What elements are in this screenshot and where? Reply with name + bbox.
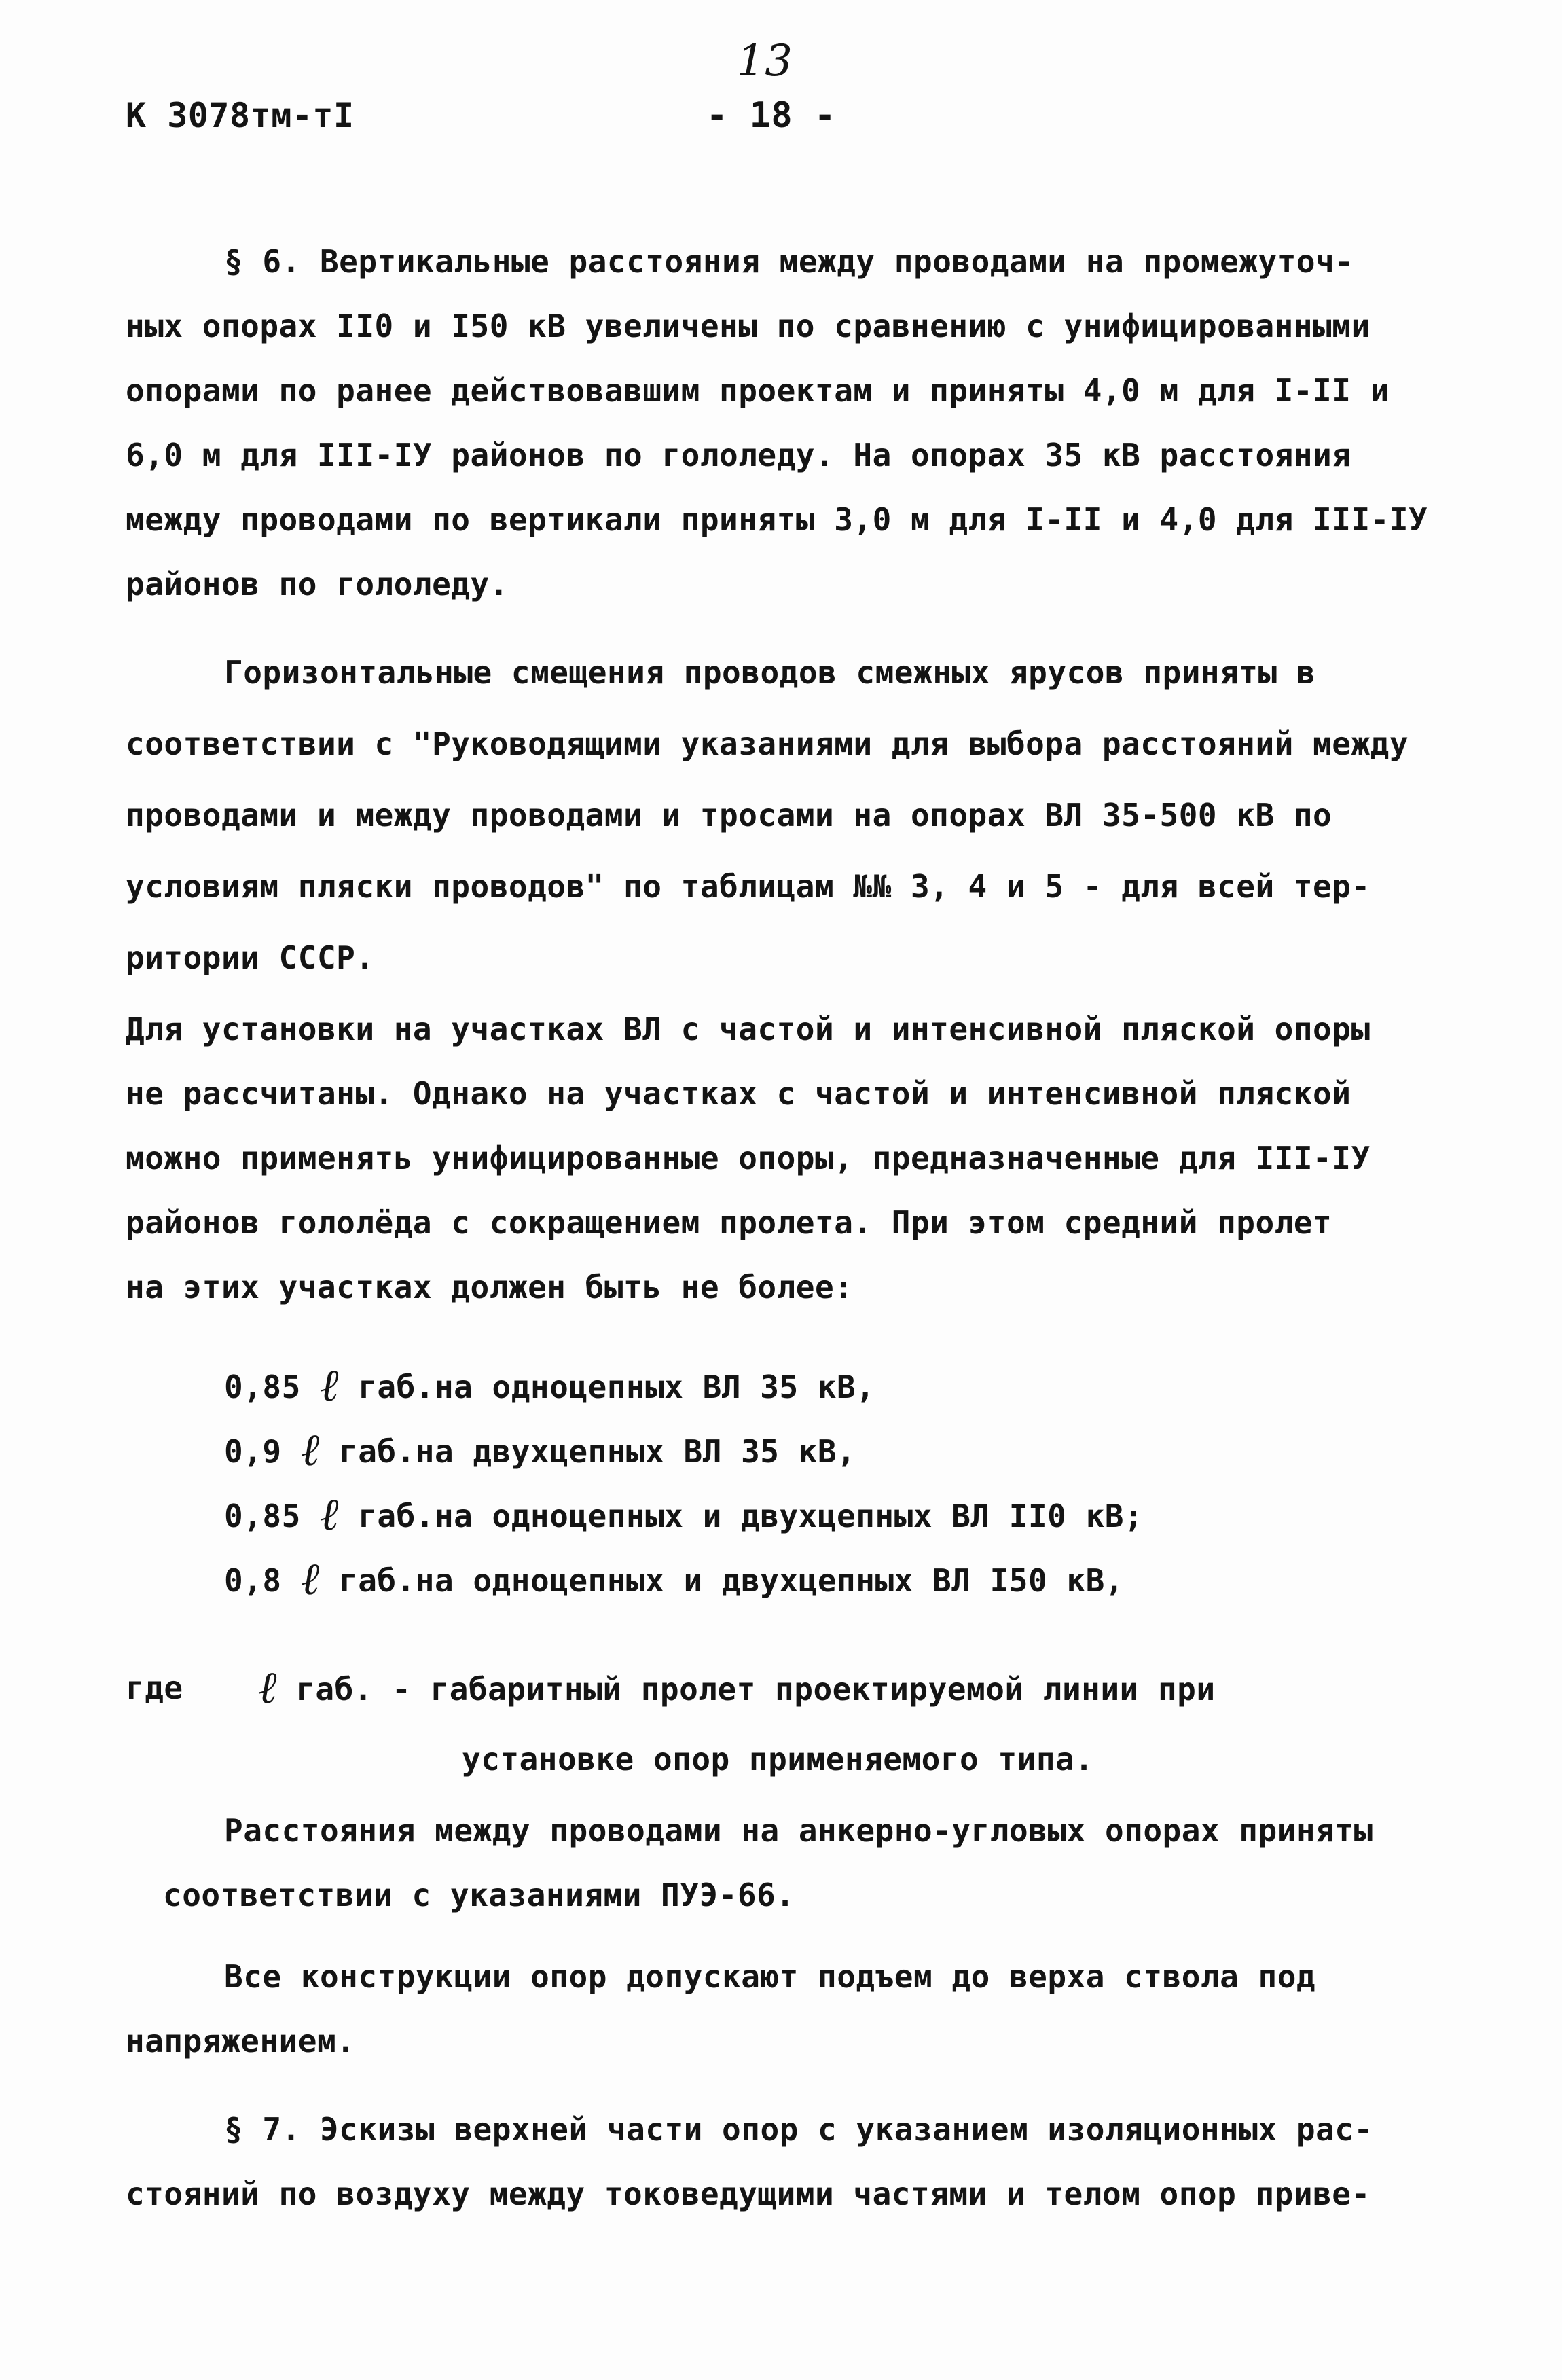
formula-line: [224, 1424, 856, 1476]
formula-text: габ.на одноцепных и двухцепных ВЛ I50 кВ,: [339, 1562, 1124, 1599]
definition-text: габ. - габаритный пролет проектируемой линии при: [296, 1671, 1216, 1708]
formula-line: [224, 1359, 875, 1411]
formula-coefficient: 0,85: [224, 1498, 301, 1534]
text-line: не рассчитаны. Однако на участках с частой и интенсивной пляской: [126, 1075, 1351, 1112]
text-line: соответствии с указаниями ПУЭ-66.: [163, 1877, 795, 1913]
text-line: ритории СССР.: [126, 939, 375, 976]
text-line: между проводами по вертикали приняты 3,0 м для I-II и 4,0 для III-IУ: [126, 501, 1428, 538]
text-line: Расстояния между проводами на анкерно-угловых опорах приняты: [224, 1812, 1373, 1849]
text-line: опорами по ранее действовавшим проектам и приняты 4,0 м для I-II и: [126, 372, 1390, 409]
formula-line: [224, 1553, 1124, 1605]
handwritten-page-number: 13: [737, 36, 793, 86]
definition-continuation: установке опор применяемого типа.: [462, 1741, 1094, 1778]
document-code: К 3078тм-тI: [126, 96, 355, 135]
text-line: § 7. Эскизы верхней части опор с указанием изоляционных рас-: [224, 2111, 1373, 2148]
text-line: ных опорах II0 и I50 кВ увеличены по сравнению с унифицированными: [126, 308, 1370, 344]
ell-symbol: ℓ: [258, 1661, 277, 1714]
text-line: стояний по воздуху между токоведущими частями и телом опор приве-: [126, 2176, 1370, 2212]
text-line: на этих участках должен быть не более:: [126, 1269, 854, 1305]
definition-line: [258, 1661, 1216, 1714]
formula-line: [224, 1488, 1144, 1540]
formula-text: габ.на одноцепных ВЛ 35 кВ,: [358, 1369, 875, 1405]
text-line: соответствии с "Руководящими указаниями для выбора расстояний между: [126, 725, 1409, 762]
text-line: Для установки на участках ВЛ с частой и интенсивной пляской опоры: [126, 1011, 1370, 1047]
formula-coefficient: 0,8: [224, 1562, 282, 1599]
text-line: районов гололёда с сокращением пролета. При этом средний пролет: [126, 1204, 1332, 1241]
ell-symbol: ℓ: [300, 1553, 320, 1605]
ell-symbol: ℓ: [319, 1359, 339, 1411]
page-number: - 18 -: [706, 95, 836, 136]
formula-text: габ.на одноцепных и двухцепных ВЛ II0 кВ;: [358, 1498, 1144, 1534]
text-line: Горизонтальные смещения проводов смежных ярусов приняты в: [224, 654, 1316, 691]
text-line: Все конструкции опор допускают подъем до верха ствола под: [224, 1958, 1316, 1995]
text-line: § 6. Вертикальные расстояния между проводами на промежуточ-: [224, 243, 1354, 280]
text-line: напряжением.: [126, 2023, 356, 2059]
ell-symbol: ℓ: [319, 1488, 339, 1540]
formula-coefficient: 0,9: [224, 1433, 282, 1470]
ell-symbol: ℓ: [300, 1424, 320, 1476]
text-line: условиям пляски проводов" по таблицам №№ 3, 4 и 5 - для всей тер-: [126, 868, 1370, 905]
formula-text: габ.на двухцепных ВЛ 35 кВ,: [339, 1433, 856, 1470]
text-line: можно применять унифицированные опоры, предназначенные для III-IУ: [126, 1140, 1370, 1176]
text-line: проводами и между проводами и тросами на опорах ВЛ 35-500 кВ по: [126, 797, 1332, 833]
text-line: районов по гололеду.: [126, 566, 509, 602]
definition-where: где: [126, 1670, 183, 1706]
formula-coefficient: 0,85: [224, 1369, 301, 1405]
text-line: 6,0 м для III-IУ районов по гололеду. На опорах 35 кВ расстояния: [126, 437, 1351, 473]
